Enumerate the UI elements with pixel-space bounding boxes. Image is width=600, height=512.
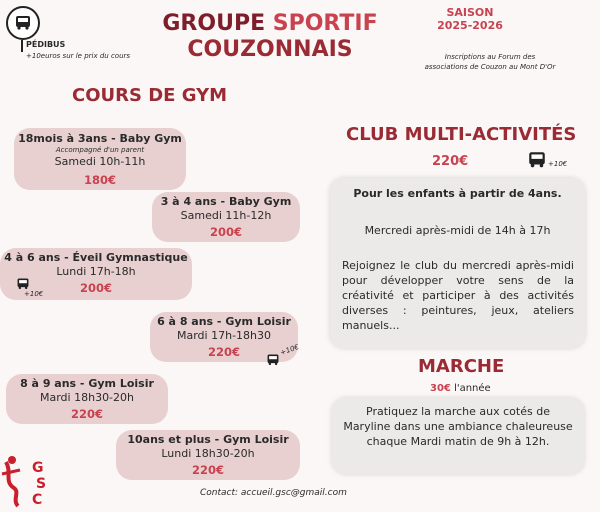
course-price: 200€ <box>79 281 112 295</box>
club-schedule: Mercredi après-midi de 14h à 17h <box>364 224 551 237</box>
marche-description: Pratiquez la marche aux cotés de Maryline dans une ambiance chaleureuse chaque Mardi matin de 9h à 12h. <box>343 405 573 448</box>
svg-text:S: S <box>36 476 47 492</box>
page-title-line1 <box>150 12 390 36</box>
course-title: 8 à 9 ans - Gym Loisir <box>20 377 154 390</box>
course-time: Samedi 11h-12h <box>180 209 272 222</box>
inscriptions-note <box>415 52 565 72</box>
title-groupe: GROUPE <box>162 11 266 36</box>
bus-surcharge: +10€ <box>279 342 301 358</box>
course-price: 220€ <box>191 463 224 477</box>
course-price: 180€ <box>83 173 116 187</box>
bus-surcharge: +10€ <box>24 290 44 298</box>
course-time: Samedi 10h-11h <box>54 155 146 168</box>
logo-icon <box>0 452 60 508</box>
title-sportif: SPORTIF <box>272 11 378 36</box>
marche-price-unit: l'année <box>454 383 491 394</box>
course-title: 10ans et plus - Gym Loisir <box>127 433 289 446</box>
course-card-gym-loisir-10plus <box>116 430 300 480</box>
marche-info-box <box>332 398 584 474</box>
inscriptions-line2: associations de Couzon au Mont D'Or <box>424 63 556 71</box>
course-price: 200€ <box>209 225 242 239</box>
marche-price: 30€ <box>430 383 451 394</box>
club-description: Rejoignez le club du mercredi après-midi pour développer votre sens de la créativité et participer à des activités diverses : peintures, jeux, ateliers manuels... <box>342 259 574 332</box>
pedibus-bus-icon <box>6 6 40 40</box>
page-title-line2: COUZONNAIS <box>187 37 353 62</box>
course-note: Accompagné d'un parent <box>55 146 145 154</box>
svg-text:G: G <box>32 460 44 476</box>
marche-price-line <box>430 383 491 394</box>
bus-icon <box>527 150 547 174</box>
saison-years: 2025-2026 <box>437 19 503 32</box>
club-title: CLUB MULTI-ACTIVITÉS <box>346 124 577 145</box>
svg-text:C: C <box>32 492 43 508</box>
marche-title: MARCHE <box>418 356 505 377</box>
saison-badge <box>430 6 510 32</box>
course-time: Lundi 18h30-20h <box>161 447 255 460</box>
course-time: Mardi 18h30-20h <box>40 391 134 404</box>
course-title: 18mois à 3ans - Baby Gym <box>18 132 182 145</box>
course-price: 220€ <box>207 345 240 359</box>
club-age: Pour les enfants à partir de 4ans. <box>353 187 562 200</box>
club-price: 220€ <box>432 154 469 169</box>
contact-email: Contact: accueil.gsc@gmail.com <box>200 488 347 498</box>
inscriptions-line1: Inscriptions au Forum des <box>444 53 536 61</box>
course-card-baby-gym-3-4 <box>152 192 300 242</box>
pedibus-label: PÉDIBUS <box>26 40 66 49</box>
course-card-baby-gym-18m <box>14 128 186 190</box>
course-price: 220€ <box>70 407 103 421</box>
course-card-gym-loisir-8-9 <box>6 374 168 424</box>
bus-icon <box>266 352 280 371</box>
cours-section-title: COURS DE GYM <box>72 85 228 106</box>
saison-label: SAISON <box>446 6 494 19</box>
course-title: 4 à 6 ans - Éveil Gymnastique <box>4 251 188 264</box>
pedibus-pin <box>21 40 23 52</box>
course-title: 6 à 8 ans - Gym Loisir <box>157 315 291 328</box>
course-time: Mardi 17h-18h30 <box>177 329 271 342</box>
club-info-box <box>330 178 585 348</box>
pedibus-subtitle: +10euros sur le prix du cours <box>26 52 131 60</box>
course-title: 3 à 4 ans - Baby Gym <box>160 195 292 208</box>
bus-surcharge: +10€ <box>548 160 568 168</box>
course-time: Lundi 17h-18h <box>56 265 136 278</box>
